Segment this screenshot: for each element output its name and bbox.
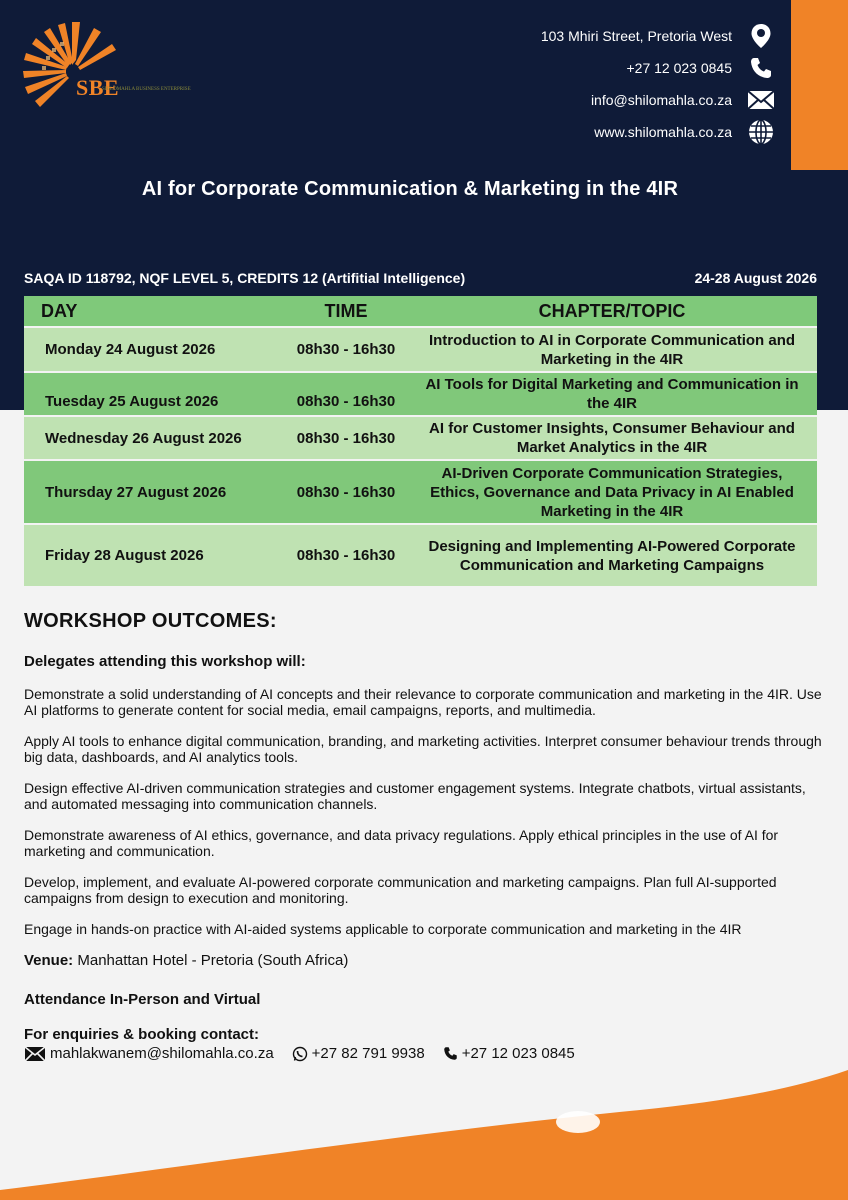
row-topic: AI for Customer Insights, Consumer Behaviour and Market Analytics in the 4IR [407, 416, 817, 460]
phone-icon [443, 1046, 458, 1061]
outcome-paragraph: Demonstrate a solid understanding of AI concepts and their relevance to corporate communication and marketing in the 4IR. Use AI platforms to generate content for social media, email campaigns, reports, and multimedia. [24, 686, 822, 718]
phone-text: +27 12 023 0845 [626, 60, 732, 76]
contact-website [541, 116, 776, 148]
row-topic: Designing and Implementing AI-Powered Corporate Communication and Marketing Campaigns [407, 524, 817, 587]
venue-line [24, 952, 824, 969]
saqa-info: SAQA ID 118792, NQF LEVEL 5, CREDITS 12 (Artifitial Intelligence) [24, 270, 466, 286]
footer-wave [0, 1070, 848, 1200]
table-row [24, 416, 817, 460]
outcome-paragraph: Develop, implement, and evaluate AI-powered corporate communication and marketing campaigns. Plan full AI-supported campaigns from design to execution and monitoring. [24, 874, 777, 906]
header-day: DAY [24, 296, 285, 327]
table-row [24, 524, 817, 587]
table-row [24, 327, 817, 372]
orange-accent-bar [791, 0, 848, 170]
venue-label: Venue: [24, 952, 74, 969]
row-time: 08h30 - 16h30 [285, 327, 407, 372]
phone-icon [746, 54, 776, 82]
table-row [24, 372, 817, 416]
row-day: Monday 24 August 2026 [24, 327, 285, 372]
envelope-icon [24, 1046, 46, 1062]
enquiry-email-text: mahlakwanem@shilomahla.co.za [50, 1045, 274, 1062]
enquiry-whatsapp[interactable] [292, 1045, 425, 1062]
venue-value: Manhattan Hotel - Pretoria (South Africa) [77, 952, 349, 969]
enquiry-email[interactable] [24, 1045, 274, 1062]
enquiries-heading: For enquiries & booking contact: [24, 1026, 260, 1043]
table-row [24, 460, 817, 524]
whatsapp-icon [292, 1046, 308, 1062]
envelope-icon [746, 86, 776, 114]
row-time: 08h30 - 16h30 [285, 460, 407, 524]
page-title: AI for Corporate Communication & Marketing in the 4IR [141, 178, 679, 200]
course-dates: 24-28 August 2026 [694, 270, 817, 286]
row-topic: Introduction to AI in Corporate Communication and Marketing in the 4IR [407, 327, 817, 372]
schedule-table [24, 296, 817, 588]
contact-email [541, 84, 776, 116]
row-day: Wednesday 26 August 2026 [24, 416, 285, 460]
website-text[interactable]: www.shilomahla.co.za [594, 124, 732, 140]
course-info-line [24, 270, 817, 286]
logo-text: SBE [76, 75, 120, 100]
address-text: 103 Mhiri Street, Pretoria West [540, 28, 732, 44]
contact-list [541, 20, 776, 148]
row-day: Friday 28 August 2026 [24, 524, 285, 587]
outcomes-heading: WORKSHOP OUTCOMES: [24, 610, 277, 632]
outcome-paragraph: Design effective AI-driven communication strategies and customer engagement systems. Integrate chatbots, virtual assistants, and automated messaging into communication channels. [24, 780, 806, 812]
globe-icon [746, 118, 776, 146]
row-topic: AI-Driven Corporate Communication Strategies, Ethics, Governance and Data Privacy in AI Enabled Marketing in the 4IR [407, 460, 817, 524]
row-topic: AI Tools for Digital Marketing and Communication in the 4IR [407, 372, 817, 416]
enquiries-contacts [24, 1045, 824, 1062]
enquiry-phone-text: +27 12 023 0845 [461, 1045, 575, 1062]
outcome-paragraph: Apply AI tools to enhance digital communication, branding, and marketing activities. Interpret consumer behaviour trends through big data, dashboards, and AI analytics tools. [24, 733, 822, 765]
outcome-paragraph: Engage in hands-on practice with AI-aided systems applicable to corporate communication and marketing in the 4IR [24, 921, 742, 937]
row-time: 08h30 - 16h30 [285, 372, 407, 416]
logo-subtext: SHILOMAHLA BUSINESS ENTERPRISE [102, 87, 191, 92]
contact-address [541, 20, 776, 52]
email-text[interactable]: info@shilomahla.co.za [590, 92, 732, 108]
enquiry-whatsapp-text: +27 82 791 9938 [311, 1045, 425, 1062]
table-header-row [24, 296, 817, 327]
workshop-outcomes-section [24, 610, 824, 1062]
enquiry-phone[interactable] [443, 1045, 575, 1062]
location-pin-icon [746, 22, 776, 50]
header-topic: CHAPTER/TOPIC [407, 296, 817, 327]
outcome-paragraph: Demonstrate awareness of AI ethics, governance, and data privacy regulations. Apply ethical principles in the use of AI for marketing and communication. [24, 827, 779, 859]
row-time: 08h30 - 16h30 [285, 524, 407, 587]
row-time: 08h30 - 16h30 [285, 416, 407, 460]
header-time: TIME [285, 296, 407, 327]
contact-phone [541, 52, 776, 84]
row-day: Thursday 27 August 2026 [24, 460, 285, 524]
attendance-line: Attendance In-Person and Virtual [24, 991, 261, 1008]
row-day: Tuesday 25 August 2026 [24, 372, 285, 416]
outcomes-lead: Delegates attending this workshop will: [24, 653, 306, 670]
logo [22, 20, 202, 110]
